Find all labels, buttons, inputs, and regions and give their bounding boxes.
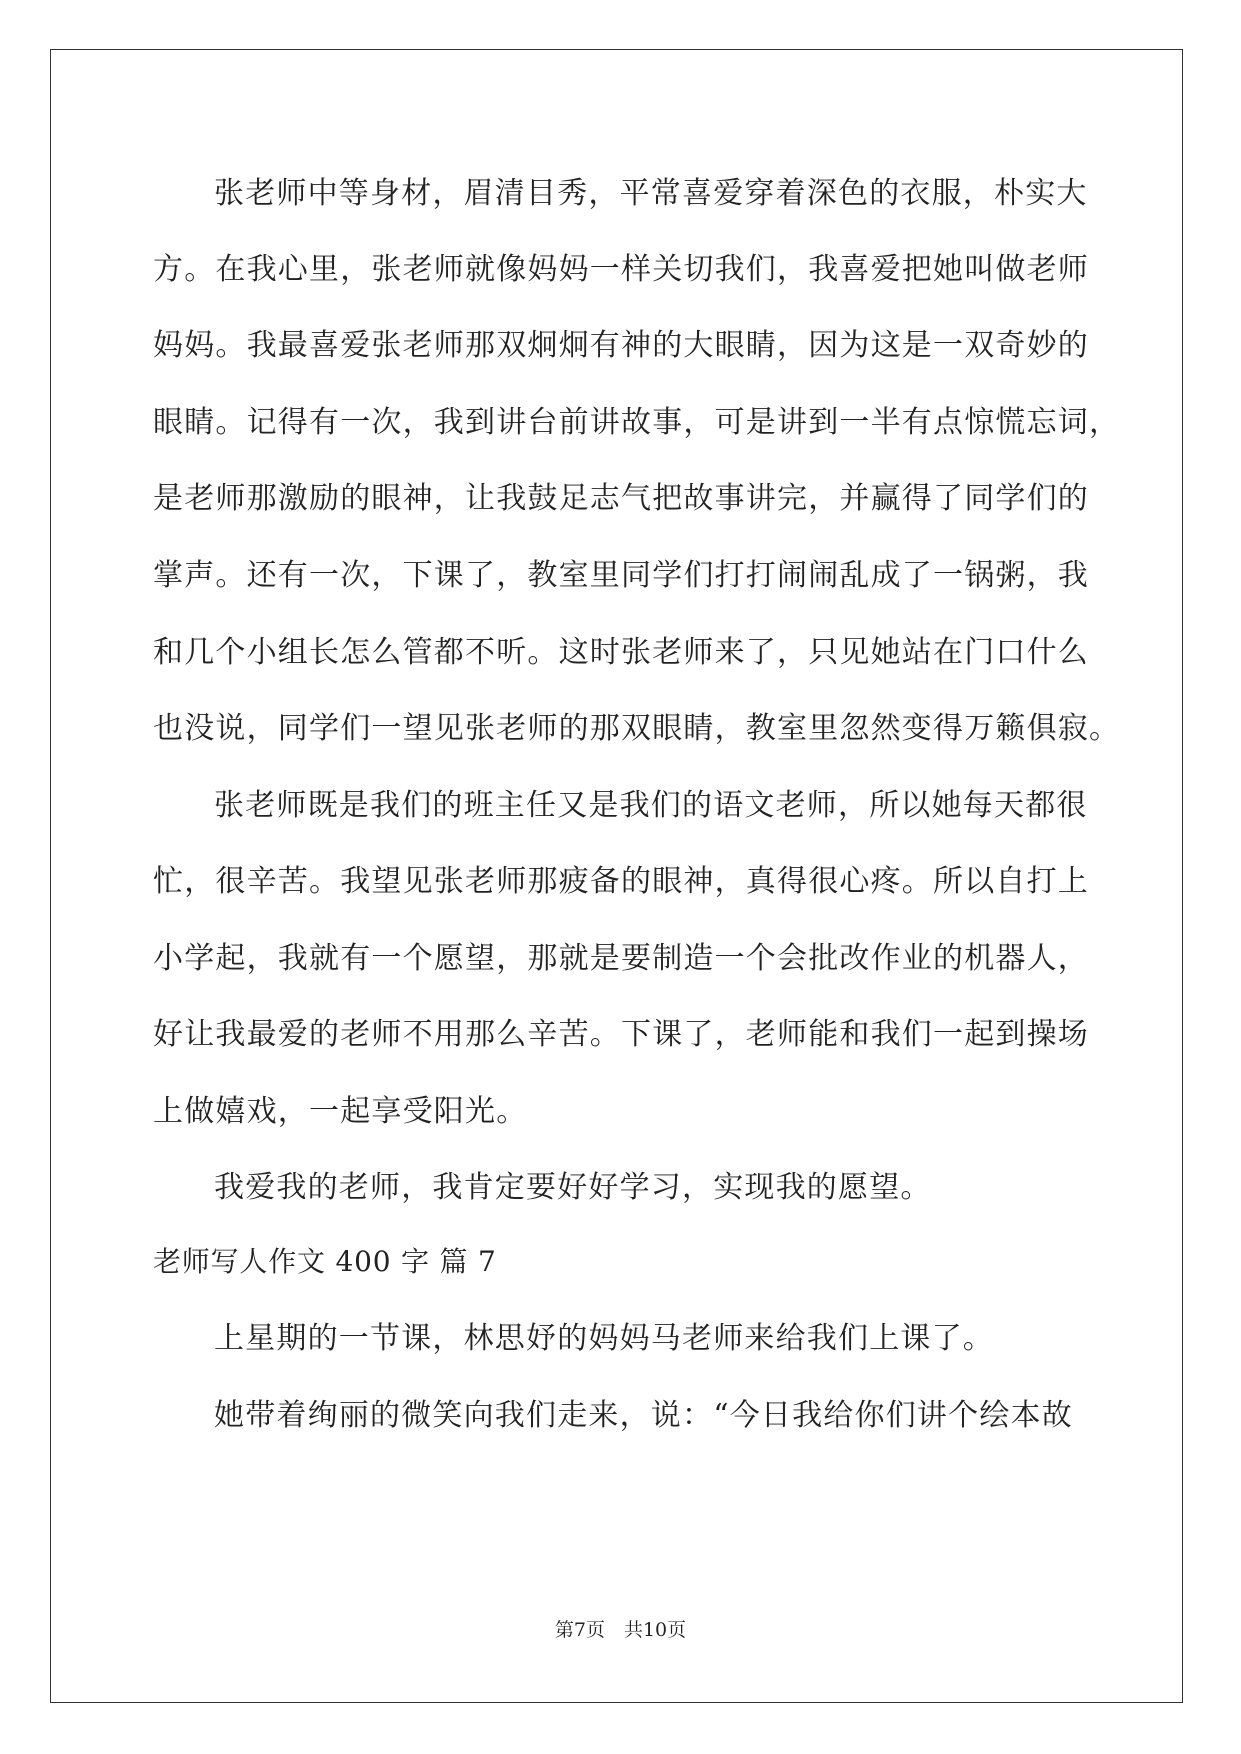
paragraph-line: 和几个小组长怎么管都不听。这时张老师来了，只见她站在门口什么 bbox=[153, 635, 1089, 670]
section-heading: 老师写人作文 400 字 篇 7 bbox=[153, 1245, 497, 1278]
paragraph-line: 上星期的一节课，林思妤的妈妈马老师来给我们上课了。 bbox=[214, 1321, 994, 1356]
page-number: 第7页 共10页 bbox=[554, 1619, 687, 1641]
paragraph-line: 小学起，我就有一个愿望，那就是要制造一个会批改作业的机器人， bbox=[153, 941, 1089, 976]
paragraph-line: 忙，很辛苦。我望见张老师那疲备的眼神，真得很心疼。所以自打上 bbox=[153, 864, 1089, 899]
paragraph-line: 上做嬉戏，一起享受阳光。 bbox=[153, 1094, 528, 1129]
paragraph-line: 张老师既是我们的班主任又是我们的语文老师，所以她每天都很 bbox=[214, 788, 1088, 823]
paragraph-line: 我爱我的老师，我肯定要好好学习，实现我的愿望。 bbox=[214, 1170, 932, 1205]
paragraph-line: 张老师中等身材，眉清目秀，平常喜爱穿着深色的衣服，朴实大 bbox=[214, 176, 1088, 211]
paragraph-line: 是老师那激励的眼神，让我鼓足志气把故事讲完，并赢得了同学们的 bbox=[153, 481, 1089, 516]
paragraph-line: 她带着绚丽的微笑向我们走来，说：“今日我给你们讲个绘本故 bbox=[214, 1398, 1073, 1433]
paragraph-line: 也没说，同学们一望见张老师的那双眼睛，教室里忽然变得万籁俱寂。 bbox=[153, 711, 1121, 746]
paragraph-line: 方。在我心里，张老师就像妈妈一样关切我们，我喜爱把她叫做老师 bbox=[153, 252, 1089, 287]
paragraph-line: 眼睛。记得有一次，我到讲台前讲故事，可是讲到一半有点惊慌忘词， bbox=[153, 405, 1121, 440]
paragraph-line: 好让我最爱的老师不用那么辛苦。下课了，老师能和我们一起到操场 bbox=[153, 1017, 1089, 1052]
paragraph-line: 妈妈。我最喜爱张老师那双炯炯有神的大眼睛，因为这是一双奇妙的 bbox=[153, 328, 1089, 363]
paragraph-line: 掌声。还有一次，下课了，教室里同学们打打闹闹乱成了一锅粥，我 bbox=[153, 558, 1089, 593]
